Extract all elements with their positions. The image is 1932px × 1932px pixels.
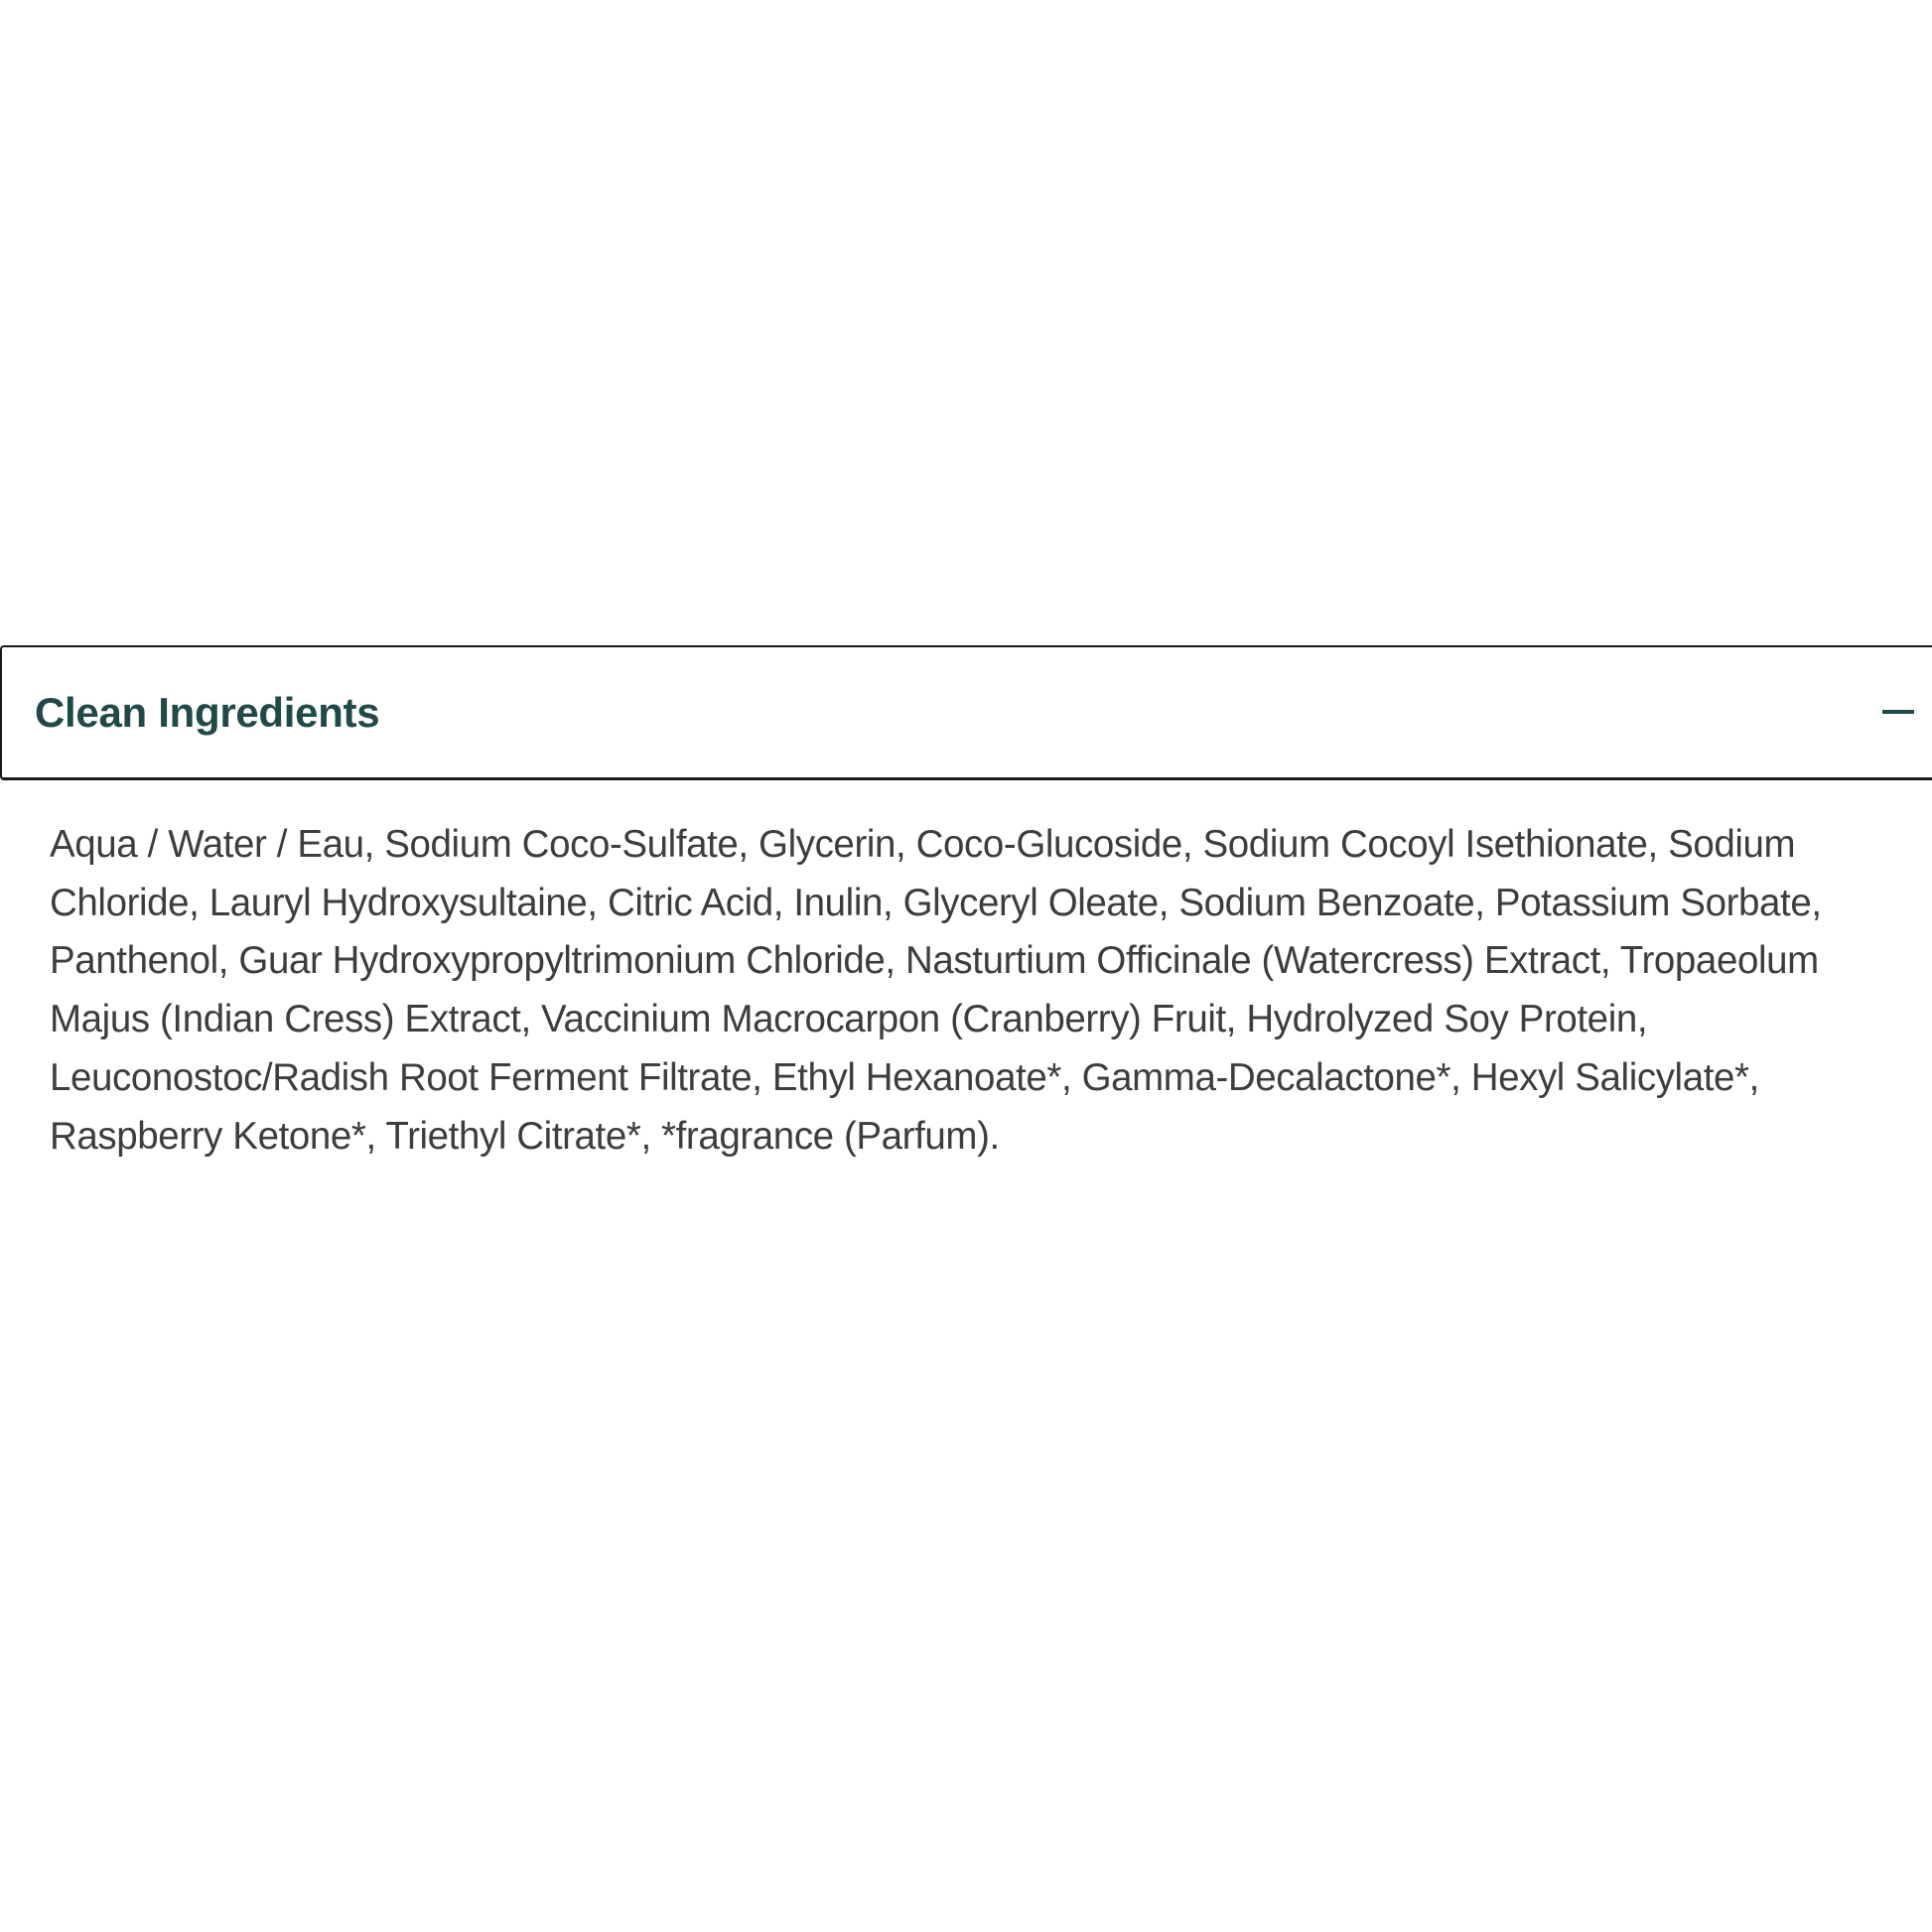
accordion-header[interactable] (0, 645, 1932, 780)
accordion-body (0, 780, 1932, 1166)
accordion-title: Clean Ingredients (35, 688, 380, 736)
minus-icon[interactable] (1853, 683, 1932, 743)
ingredients-list: Aqua / Water / Eau, Sodium Coco-Sulfate, Glycerin, Coco-Glucoside, Sodium Cocoyl Isethionate, Sodium Chloride, Lauryl Hydroxysultaine, Citric Acid, Inulin, Glyceryl Oleate, Sodium Benzoate, Potassium Sorbate, Panthenol, Guar Hydroxypropyltrimonium Chloride, Nasturtium Officinale (Watercress) Extract, Tropaeolum Majus (Indian Cress) Extract, Vaccinium Macrocarpon (Cranberry) Fruit, Hydrolyzed Soy Protein, Leuconostoc/Radish Root Ferment Filtrate, Ethyl Hexanoate*, Gamma-Decalactone*, Hexyl Salicylate*, Raspberry Ketone*, Triethyl Citrate*, *fragrance (Parfum). (50, 823, 1822, 1158)
ingredients-accordion (0, 645, 1932, 1166)
